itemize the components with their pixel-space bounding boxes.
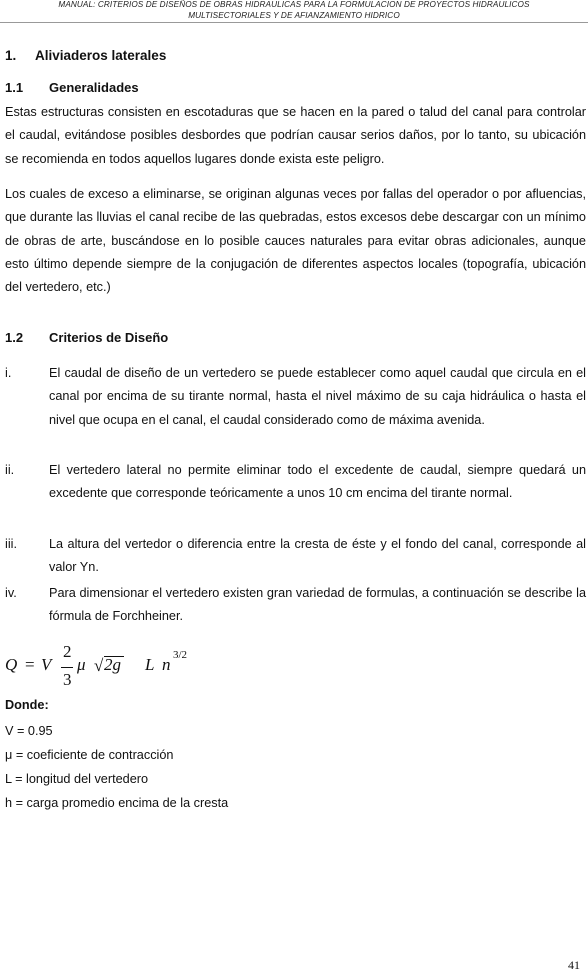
- formula-denominator: 3: [63, 670, 72, 689]
- subsection-number: 1.2: [5, 330, 24, 345]
- list-text: Para dimensionar el vertedero existen gran variedad de formulas, a continuación se describe la fórmula de Forchheiner.: [49, 586, 586, 624]
- list-marker: ii.: [5, 463, 15, 477]
- formula-equals: =: [25, 655, 35, 674]
- sqrt-icon: √: [94, 656, 104, 675]
- criteria-item: [5, 533, 586, 580]
- formula-mu: μ: [77, 655, 86, 674]
- list-text: La altura del vertedor o diferencia entre la cresta de éste y el fondo del canal, corresponde al valor Yn.: [49, 537, 586, 575]
- paragraph-2: Los cuales de exceso a eliminarse, se originan algunas veces por fallas del operador o por afluencias, que durante las lluvias el canal recibe de las quebradas, estos excesos debe descargar con un mínimo de obras de arte, buscándose en lo posible cauces naturales para evitar obras adicionales, aunque esto último depende siempre de la conjugación de diferentes aspectos locales (topografía, ubicación del vertedero, etc.): [5, 187, 586, 295]
- definition-item: μ = coeficiente de contracción: [5, 748, 174, 762]
- criteria-item: [5, 362, 586, 432]
- list-marker: iii.: [5, 537, 17, 551]
- formula-v: V: [41, 655, 52, 674]
- subsection-title: Criterios de Diseño: [49, 330, 169, 345]
- subsection-heading-1-2: [5, 330, 168, 345]
- subsection-heading-1-1: [5, 80, 139, 95]
- paragraph-1: Estas estructuras consisten en escotaduras que se hacen en la pared o talud del canal para controlar el caudal, evitándose posibles desbordes que podrían causar serios daños, por lo tanto, su ubicación se recomienda en todos aquellos lugares donde exista este peligro.: [5, 105, 586, 166]
- forchheimer-formula: [5, 640, 225, 694]
- page-number: 41: [568, 958, 580, 972]
- criteria-item: [5, 459, 586, 506]
- page-header: [0, 0, 588, 21]
- list-marker: i.: [5, 366, 12, 380]
- formula-exponent: 3/2: [173, 649, 188, 661]
- definition-item: h = carga promedio encima de la cresta: [5, 796, 229, 810]
- header-line-1: MANUAL: CRITERIOS DE DISEÑOS DE OBRAS HIDRAULICAS PARA LA FORMULACION DE PROYECTOS HIDRAULICOS: [58, 0, 530, 9]
- fraction-bar: [61, 667, 73, 668]
- subsection-title: Generalidades: [49, 80, 139, 95]
- definition-item: L = longitud del vertedero: [5, 772, 149, 786]
- formula-sqrt-arg: 2g: [104, 655, 121, 674]
- formula-numerator: 2: [63, 642, 72, 661]
- header-line-2: MULTISECTORIALES Y DE AFIANZAMIENTO HIDRICO: [188, 10, 400, 20]
- list-marker: iv.: [5, 586, 17, 600]
- formula-q: Q: [5, 655, 18, 674]
- section-number: 1.: [5, 48, 17, 63]
- formula-n: n: [162, 655, 171, 674]
- header-rule: [0, 22, 588, 23]
- definition-item: V = 0.95: [5, 724, 53, 738]
- section-title: Aliviaderos laterales: [35, 48, 167, 63]
- subsection-number: 1.1: [5, 80, 24, 95]
- criteria-item: [5, 582, 586, 629]
- list-text: El caudal de diseño de un vertedero se puede establecer como aquel caudal que circula en el canal por encima de su tirante normal, hasta el nivel máximo de su caja hidráulica o hasta el nivel que ocupa en el canal, el caudal considerado como de máxima avenida.: [49, 366, 586, 427]
- formula-l: L: [145, 655, 155, 674]
- section-heading: [5, 48, 166, 63]
- list-text: El vertedero lateral no permite eliminar todo el excedente de caudal, siempre quedará un excedente que corresponde teóricamente a unos 10 cm encima del tirante normal.: [49, 463, 586, 501]
- donde-label: Donde:: [5, 698, 49, 712]
